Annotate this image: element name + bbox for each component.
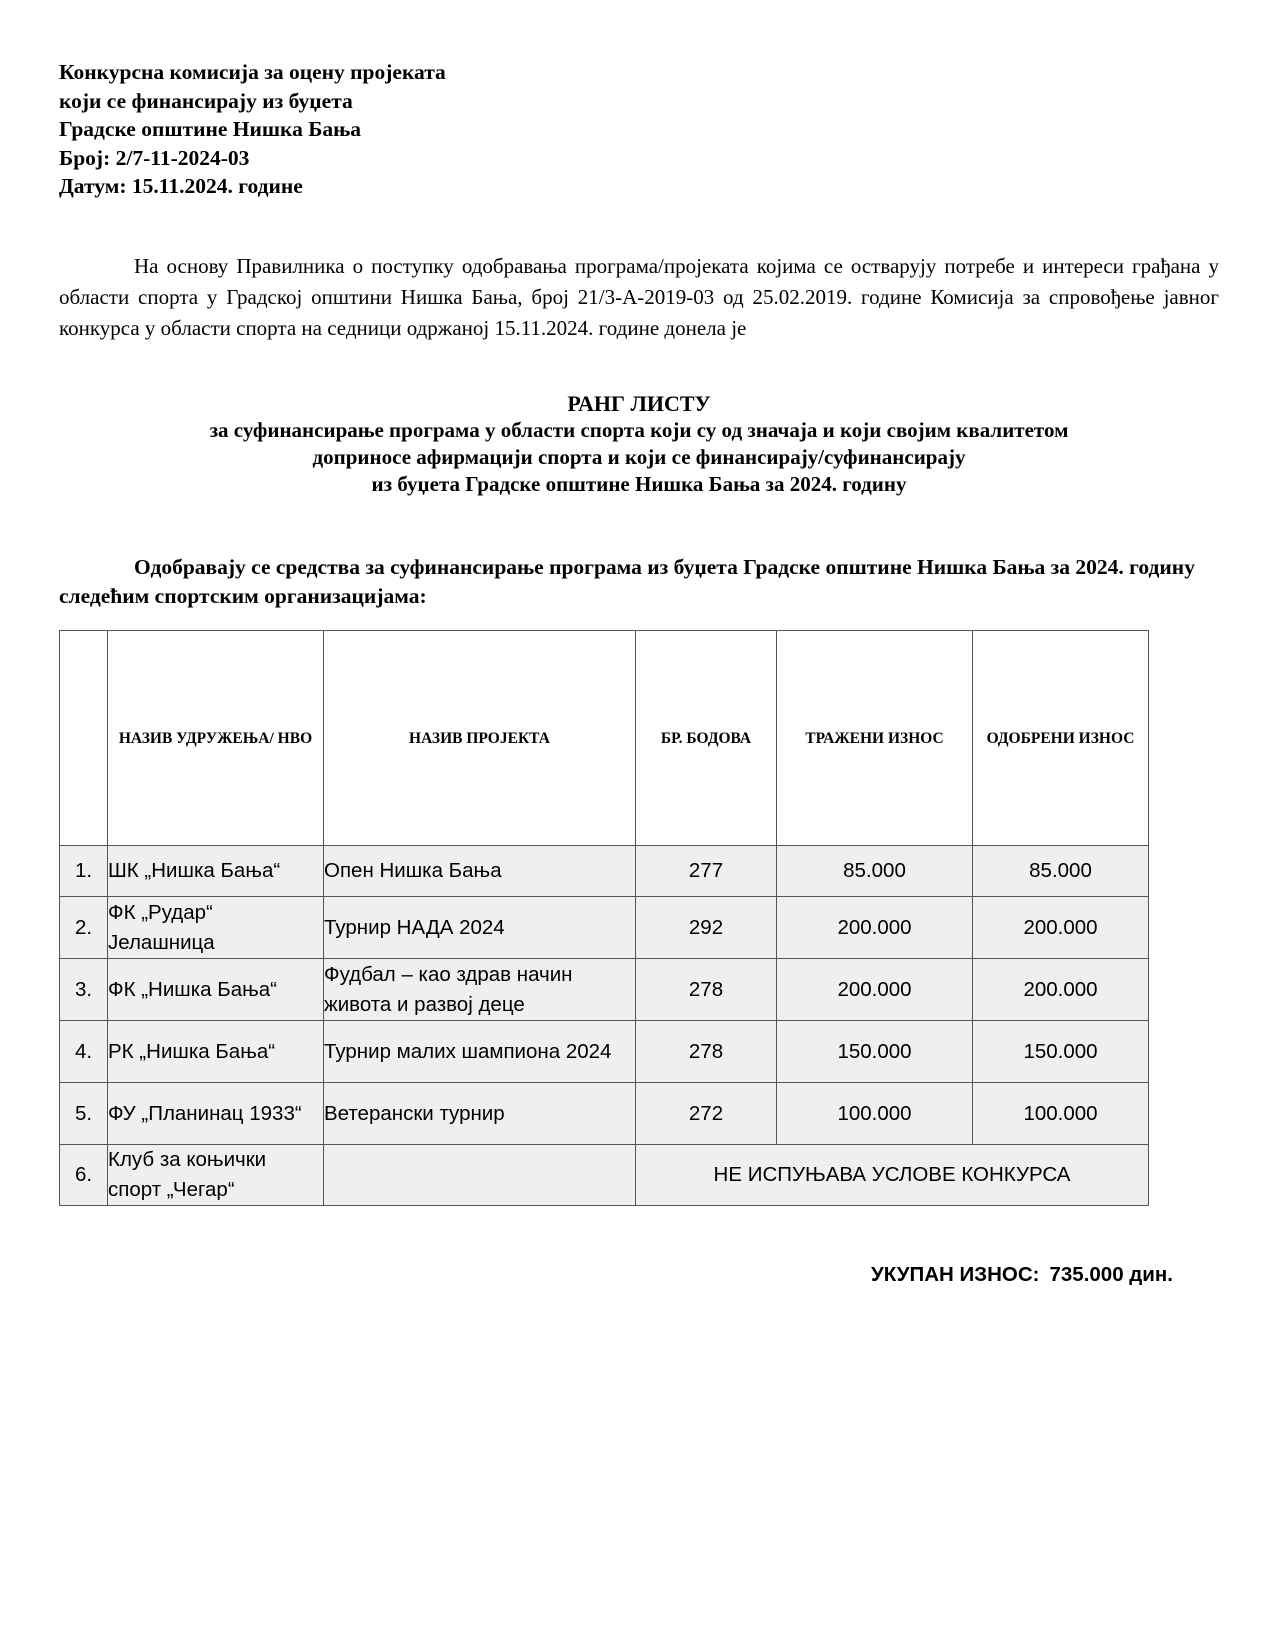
ineligible-note: НЕ ИСПУЊАВА УСЛОВЕ КОНКУРСА xyxy=(636,1145,1149,1206)
project-name: Ветерански турнир xyxy=(324,1083,636,1145)
header-project: НАЗИВ ПРОЈЕКТА xyxy=(324,631,636,846)
points-value: 277 xyxy=(636,846,777,897)
approved-amount: 150.000 xyxy=(973,1021,1149,1083)
organization-name: ШК „Нишка Бања“ xyxy=(108,846,324,897)
organization-name: ФУ „Планинац 1933“ xyxy=(108,1083,324,1145)
points-value: 278 xyxy=(636,1021,777,1083)
row-number: 2. xyxy=(60,897,108,959)
header-points: БР. БОДОВА xyxy=(636,631,777,846)
intro-paragraph: На основу Правилника о поступку одобравања програма/пројеката којима се остварују потребе и интереси грађана у области спорта у Градској општини Нишка Бања, број 21/3-А-2019-03 од 25.02.2019. године Комисија за спровођење јавног конкурса у области спорта на седници одржаној 15.11.2024. године донела је xyxy=(59,254,1219,340)
project-name xyxy=(324,1145,636,1206)
header-financing-line: који се финансирају из буџета xyxy=(59,88,353,113)
table-row xyxy=(60,846,1149,897)
requested-amount: 150.000 xyxy=(777,1021,973,1083)
row-number: 5. xyxy=(60,1083,108,1145)
header-number xyxy=(60,631,108,846)
project-name: Опен Нишка Бања xyxy=(324,846,636,897)
total-label: УКУПАН ИЗНОС: xyxy=(870,1263,1040,1286)
title-line-2: доприносе афирмацији спорта и који се финансирају/суфинансирају xyxy=(312,445,966,469)
points-value: 292 xyxy=(636,897,777,959)
approved-amount: 200.000 xyxy=(973,959,1149,1021)
header-requested-amount: ТРАЖЕНИ ИЗНОС xyxy=(777,631,973,846)
header-municipality-line: Градске општине Нишка Бања xyxy=(59,117,362,141)
table-row xyxy=(60,959,1149,1021)
table-row xyxy=(60,1021,1149,1083)
title-line-1: за суфинансирање програма у области спорта који су од значаја и који својим квалитетом xyxy=(209,418,1069,442)
table-row xyxy=(60,1145,1149,1206)
document-title xyxy=(59,390,1219,498)
header-approved-amount: ОДОБРЕНИ ИЗНОС xyxy=(973,631,1149,846)
document-date: Датум: 15.11.2024. године xyxy=(59,174,303,198)
title-main: РАНГ ЛИСТУ xyxy=(567,391,711,416)
table-row xyxy=(60,1083,1149,1145)
organization-name: ФК „Нишка Бања“ xyxy=(108,959,324,1021)
approved-amount: 85.000 xyxy=(973,846,1149,897)
row-number: 3. xyxy=(60,959,108,1021)
table-row xyxy=(60,897,1149,959)
header-organization: НАЗИВ УДРУЖЕЊА/ НВО xyxy=(108,631,324,846)
requested-amount: 100.000 xyxy=(777,1083,973,1145)
organization-name: Клуб за коњички спорт „Чегар“ xyxy=(108,1145,324,1206)
project-name: Фудбал – као здрав начин живота и развој деце xyxy=(324,959,636,1021)
points-value: 272 xyxy=(636,1083,777,1145)
points-value: 278 xyxy=(636,959,777,1021)
organization-name: ФК „Рудар“ Јелашница xyxy=(108,897,324,959)
requested-amount: 200.000 xyxy=(777,959,973,1021)
approval-paragraph: Одобравају се средства за суфинансирање програма из буџета Градске општине Нишка Бања за 2024. годину следећим спортским организацијама: xyxy=(59,555,1195,608)
row-number: 4. xyxy=(60,1021,108,1083)
approved-amount: 200.000 xyxy=(973,897,1149,959)
project-name: Турнир НАДА 2024 xyxy=(324,897,636,959)
row-number: 1. xyxy=(60,846,108,897)
document-number: Број: 2/7-11-2024-03 xyxy=(59,145,250,170)
ranking-table xyxy=(59,630,1149,1206)
organization-name: РК „Нишка Бања“ xyxy=(108,1021,324,1083)
project-name: Турнир малих шампиона 2024 xyxy=(324,1021,636,1083)
requested-amount: 200.000 xyxy=(777,897,973,959)
row-number: 6. xyxy=(60,1145,108,1206)
document-header xyxy=(59,58,446,201)
total-amount: 735.000 дин. xyxy=(1049,1263,1173,1286)
table-header-row xyxy=(60,631,1149,846)
title-line-3: из буџета Градске општине Нишка Бања за 2024. годину xyxy=(371,472,907,496)
total-amount-line xyxy=(871,1263,1173,1287)
requested-amount: 85.000 xyxy=(777,846,973,897)
header-committee-line: Конкурсна комисија за оцену пројеката xyxy=(59,60,446,84)
approved-amount: 100.000 xyxy=(973,1083,1149,1145)
